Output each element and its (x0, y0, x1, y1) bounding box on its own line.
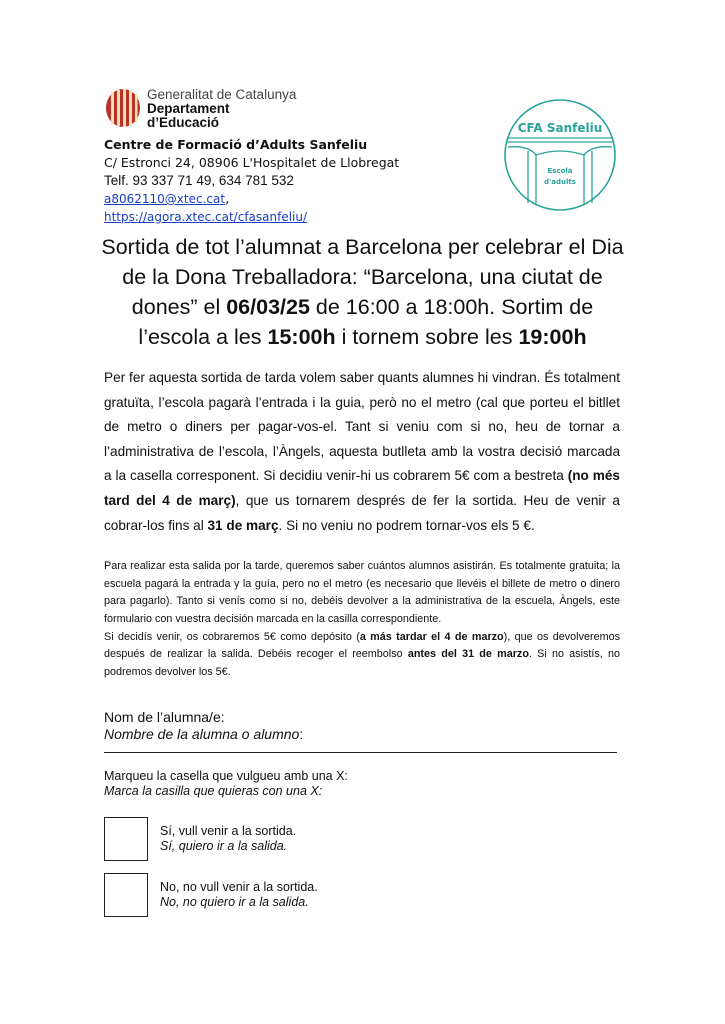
option-no-row (104, 873, 620, 917)
option-no-label (160, 880, 318, 910)
option-yes-es: Sí, quiero ir a la salida. (160, 839, 288, 854)
cfa-logo-sub1: Escola (547, 167, 573, 175)
school-phone: Telf. 93 337 71 49, 634 781 532 (104, 173, 294, 188)
title-return-time: 19:00h (518, 325, 587, 349)
name-input-line[interactable] (104, 752, 617, 753)
ca-text-1: Per fer aquesta sortida de tarda volem saber quants alumnes hi vindran. És totalment gratuïta, l’escola pagarà l’entrada i la guia, però no el metro (cal que porteu el bitllet de metro o diners per pagar-vos-el. Tant si veniu com si no, heu de tornar a l’administrativa de l’escola, l’Àngels, aquesta butlleta amb la vostra decisió marcada a la casella corresponent. Si decidiu venir-hi us cobrarem 5€ com a bestreta (104, 370, 620, 484)
es-refund-date: antes del 31 de marzo (407, 648, 529, 661)
es-text-3: ), que os devolveremos después de realizar la salida. Debéis recoger el reembolso (104, 630, 620, 661)
option-no-ca: No, no vull venir a la sortida. (160, 880, 318, 895)
title-text-2: de 16:00 a 18:00h. Sortim de l’escola a les (138, 295, 594, 349)
ca-refund-date: 31 de març (207, 517, 279, 533)
name-label-ca: Nom de l’alumna/e: (104, 709, 225, 726)
spanish-paragraph (104, 558, 620, 681)
website-link[interactable]: https://agora.xtec.cat/cfasanfeliu/ (104, 210, 308, 224)
generalitat-name: Generalitat de Catalunya (147, 87, 297, 102)
ca-text-2: , que us tornarem després de fer la sortida. Heu de venir a cobrar-los fins al (104, 492, 620, 533)
es-text-1: Para realizar esta salida por la tarde, queremos saber cuántos alumnos asistirán. Es totalmente gratuita; la escuela pagará la entrada y la guía, pero no el metro (es necesario que llevéis el billete de metro o dinero para pagarlo). Tanto si venís como si no, debéis devolver a la administrativa de la escuela, Àngels, este formulario con vuestra decisión marcada en la casilla correspondiente. (104, 560, 620, 625)
ca-text-3: . Si no veniu no podrem tornar-vos els 5 €. (278, 517, 535, 533)
name-label-es: Nombre de la alumna o alumno (104, 726, 300, 743)
es-text-2: Si decidís venir, os cobraremos 5€ como depósito ( (104, 630, 360, 643)
title-date: 06/03/25 (226, 295, 310, 319)
email-link[interactable]: a8062110@xtec.cat (104, 192, 226, 206)
ca-deadline: (no més tard del 4 de març) (104, 468, 620, 508)
instructions-es: Marca la casilla que quieras con una X: (104, 784, 323, 799)
school-contact (104, 136, 484, 226)
instructions (104, 769, 620, 799)
option-yes-label (160, 824, 296, 854)
school-address: C/ Estronci 24, 08906 L'Hospitalet de Llobregat (104, 155, 400, 170)
instructions-ca: Marqueu la casella que vulgueu amb una X: (104, 769, 348, 784)
checkbox-yes[interactable] (104, 817, 148, 861)
es-text-4: . Si no asistís, no podremos devolver los 5€. (104, 648, 621, 678)
colon: : (299, 726, 304, 743)
school-name: Centre de Formació d’Adults Sanfeliu (104, 137, 368, 152)
option-yes-row (104, 817, 620, 861)
cfa-logo-sub2: d'adults (544, 178, 576, 186)
es-text-2-block (104, 629, 620, 682)
generalitat-logo-icon (105, 88, 141, 128)
title-text: Sortida de tot l’alumnat a Barcelona per celebrar el Dia de la Dona Treballadora: “Barcelona, una ciutat de dones” el (101, 235, 624, 319)
department-name-2: d’Educació (147, 115, 220, 130)
option-yes-ca: Sí, vull venir a la sortida. (160, 824, 297, 839)
student-name-label (104, 709, 620, 743)
page-title (100, 232, 625, 352)
cfa-sanfeliu-logo-icon (498, 95, 622, 215)
generalitat-heading (147, 88, 296, 130)
comma: , (225, 191, 230, 207)
title-leave-time: 15:00h (267, 325, 336, 349)
option-no-es: No, no quiero ir a la salida. (160, 895, 309, 910)
main-content (101, 232, 624, 917)
catalan-paragraph (104, 366, 620, 538)
cfa-logo-title: CFA Sanfeliu (517, 121, 603, 135)
checkbox-no[interactable] (104, 873, 148, 917)
title-text-3: i tornem sobre les (335, 325, 519, 349)
department-name: Departament (147, 101, 230, 116)
es-deadline: a más tardar el 4 de marzo (359, 630, 504, 643)
